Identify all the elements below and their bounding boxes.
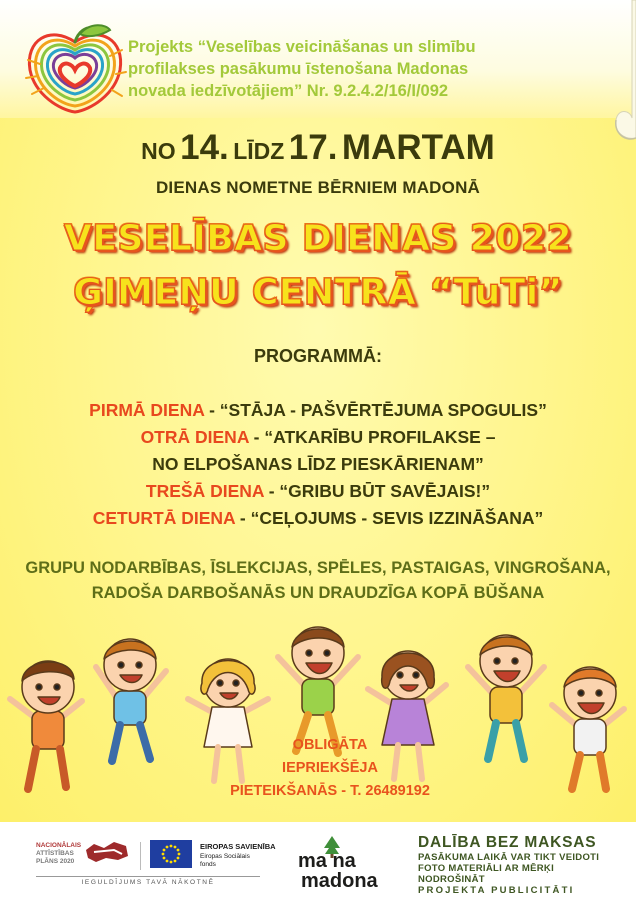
registration-notice [180, 734, 480, 803]
program-item-day-4 [0, 508, 636, 529]
main-title-line-1: VESELĪBAS DIENAS 2022 [63, 218, 573, 259]
program-item-day-2-cont [0, 454, 636, 475]
madona-logo-bottom: madona [301, 870, 378, 892]
project-line-3: novada iedzīvotājiem” Nr. 9.2.4.2/16/I/092 [128, 82, 449, 100]
dates-from-word: NO [141, 138, 176, 164]
free-title: DALĪBA BEZ MAKSAS [418, 834, 597, 851]
kid-figure [552, 667, 624, 789]
event-dates [0, 128, 636, 168]
dates-to-day: 17. [288, 128, 338, 167]
main-title-line-2: ĢIMEŅU CENTRĀ “TuTi” [73, 272, 563, 313]
dates-month: MARTAM [341, 128, 495, 167]
program-day-text: NO ELPOŠANAS LĪDZ PIESKĀRIENAM” [152, 454, 484, 474]
free-line-2: FOTO MATERIĀLI AR MĒRĶI NODROŠINĀT [418, 863, 555, 885]
lv-plan-line-2: ATTĪSTĪBAS [36, 850, 74, 857]
free-participation-notice [418, 834, 618, 896]
madona-logo [298, 836, 398, 896]
national-development-plan-logo [36, 842, 81, 866]
project-line-1: Projekts “Veselības veicināšanas un slimību [128, 38, 476, 56]
footer-tagline: IEGULDĪJUMS TAVĀ NĀKOTNĒ [81, 879, 215, 886]
eu-sub-line-2: fonds [200, 861, 216, 868]
registration-line-1: OBLIGĀTA [292, 737, 368, 753]
free-line-1: PASĀKUMA LAIKĀ VAR TIKT VEIDOTI [418, 852, 600, 863]
eu-sub-line-1: Eiropas Sociālais [200, 853, 250, 860]
footer [0, 822, 636, 900]
eu-subtitle [200, 853, 250, 869]
lv-plan-line-3: PLĀNS 2020 [36, 858, 75, 865]
footer-divider [140, 842, 141, 870]
project-title [128, 36, 568, 102]
program-day-label: OTRĀ DIENA [140, 427, 249, 447]
dates-from-day: 14. [180, 128, 229, 167]
free-line-3: PROJEKTA PUBLICITĀTI [418, 885, 575, 896]
program-day-text: - “GRIBU BŪT SAVĒJAIS!” [263, 481, 491, 501]
lv-plan-line-1: NACIONĀLAIS [36, 842, 82, 849]
heart-apple-logo [20, 20, 130, 118]
program-item-day-2 [0, 427, 636, 448]
program-item-day-3 [0, 481, 636, 502]
latvia-map-icon [84, 840, 130, 864]
program-day-text: - “CEĻOJUMS - SEVIS IZZINĀŠANA” [235, 508, 544, 528]
kid-figure [96, 639, 166, 761]
registration-line-2: IEPRIEKŠĒJA [282, 760, 378, 776]
dates-to-word: LĪDZ [233, 138, 285, 164]
program-day-label: PIRMĀ DIENA [89, 400, 205, 420]
project-line-2: profilakses pasākumu īstenošana Madonas [128, 60, 469, 78]
event-subtitle: DIENAS NOMETNE BĒRNIEM MADONĀ [155, 178, 481, 197]
program-day-text: - “ATKARĪBU PROFILAKSE – [248, 427, 496, 447]
footer-rule [36, 876, 260, 877]
program-day-label: TREŠĀ DIENA [145, 481, 264, 501]
activities-line-1: GRUPU NODARBĪBAS, ĪSLEKCIJAS, SPĒLES, PASTAIGAS, VINGROŠANA, [25, 559, 611, 577]
program-day-label: CETURTĀ DIENA [92, 508, 236, 528]
kid-figure [10, 661, 82, 789]
activities-list [0, 556, 636, 606]
madona-logo-top: ma na [298, 850, 356, 872]
program-heading: PROGRAMMĀ: [254, 346, 382, 366]
eu-title: EIROPAS SAVIENĪBA [200, 842, 276, 851]
activities-line-2: RADOŠA DARBOŠANĀS UN DRAUDZĪGA KOPĀ BŪŠANA [91, 584, 545, 602]
eu-flag-icon [150, 840, 192, 868]
program-item-day-1 [0, 400, 636, 421]
registration-line-3: PIETEIKŠANĀS - T. 26489192 [230, 783, 430, 799]
program-day-text: - “STĀJA - PAŠVĒRTĒJUMA SPOGULIS” [204, 400, 547, 420]
